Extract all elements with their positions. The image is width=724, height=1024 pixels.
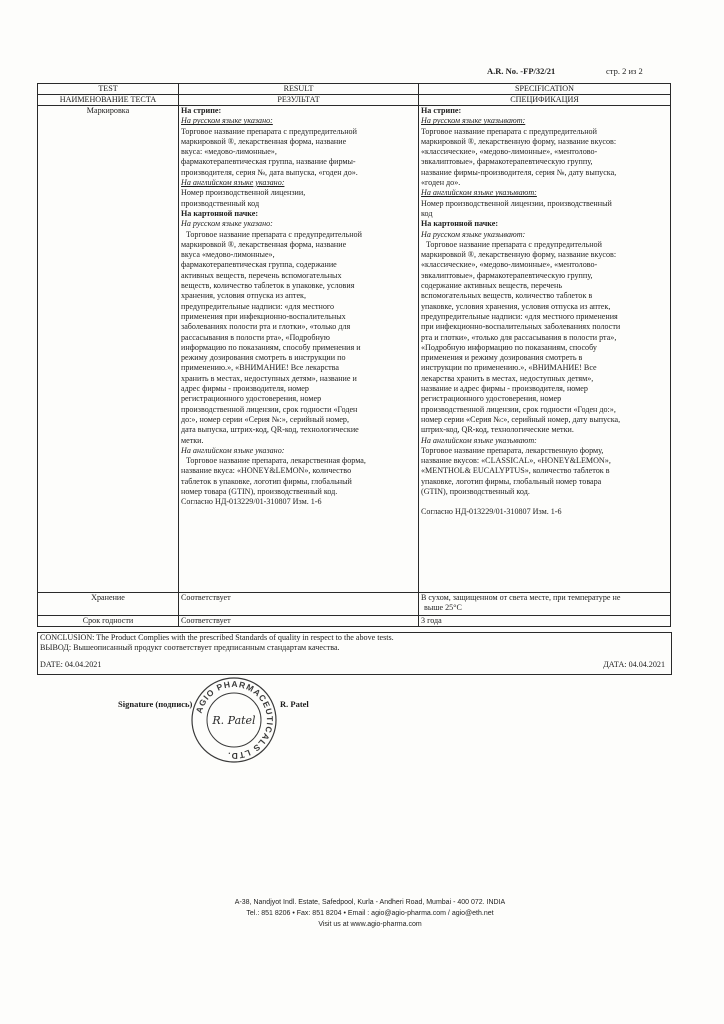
marking-spec-line: На картонной пачке: [421, 219, 499, 229]
marking-spec-line: Торговое название препарата с предупредительной [421, 126, 597, 136]
marking-spec-line [421, 497, 668, 507]
footer-web: Visit us at www.agio-pharma.com [318, 921, 422, 928]
signature-label: Signature (подпись) [118, 699, 193, 709]
marking-result-line: таблеток в упаковке, логотип фирмы, глобальный [181, 476, 352, 486]
marking-spec-line: На английском языке указывают: [421, 435, 537, 445]
marking-result-line: Торговое название препарата с предупредительной [186, 229, 362, 239]
marking-result-line: Согласно НД-013229/01-310807 Изм. 1-6 [181, 497, 322, 507]
col-test-ru: НАИМЕНОВАНИЕ ТЕСТА [38, 95, 179, 106]
marking-result-line: вкуса «медово-лимонные», [181, 250, 275, 260]
marking-spec-line: применения и режиму дозирования смотреть в [421, 353, 583, 363]
marking-spec-line: На стрипе: [421, 106, 462, 115]
marking-result-line: активных веществ, перечень вспомогательных [181, 270, 342, 280]
footer-contacts: Tel.: 851 8206 • Fax: 851 8204 • Email : agio@agio-pharma.com / agio@eth.net [246, 910, 494, 917]
marking-result-line: На русском языке указано: [181, 116, 273, 126]
storage-spec-line1: В сухом, защищенном от света месте, при температуре не [421, 593, 621, 602]
marking-spec-line: Торговое название препарата, лекарственную форму, [421, 445, 604, 455]
footer [190, 897, 550, 930]
marking-result-line: регистрационного удостоверения, номер [181, 394, 322, 404]
marking-spec-line: название вкусов: «CLASSICAL», «HONEY&LEMON», [421, 456, 611, 466]
signature-name: R. Patel [280, 699, 309, 709]
table-row-marking [38, 106, 671, 593]
header-ar-no: A.R. No. -FP/32/21 [487, 66, 556, 76]
company-stamp [190, 676, 278, 764]
col-spec-en: SPECIFICATION [419, 84, 671, 95]
storage-test-name: Хранение [38, 593, 179, 616]
storage-result: Соответствует [179, 593, 419, 616]
marking-spec-line: рта и глотки», «только для рассасывания в полости рта», [421, 332, 617, 342]
marking-spec-line: производственной лицензии, срок годности «Годен до:», [421, 404, 616, 414]
marking-result-line: производителя, серия №, дата выпуска, «годен до». [181, 167, 358, 177]
marking-result-line: режиму дозирования смотреть в инструкции по [181, 353, 346, 363]
marking-result-line: На английском языке указано: [181, 445, 285, 455]
marking-test-name: Маркировка [38, 106, 179, 593]
marking-spec-line: «классические», «медово-лимонные», «ментолово- [421, 147, 598, 157]
marking-result-line: На стрипе: [181, 106, 222, 115]
marking-result-line: информацию по показаниям, способу применения и [181, 342, 361, 352]
marking-spec-line: название фирмы-производителя, серия №, дату выпуска, [421, 167, 617, 177]
marking-spec-line: инструкции по применению.», «ВНИМАНИЕ! Все [421, 363, 597, 373]
marking-result-line: маркировкой ®, лекарственная форма, название [181, 239, 347, 249]
results-table [37, 83, 671, 627]
marking-result-line: рассасывания в полости рта», «Подробную [181, 332, 330, 342]
header-row-en [38, 84, 671, 95]
col-spec-ru: СПЕЦИФИКАЦИЯ [419, 95, 671, 106]
marking-result-line: производственный код [181, 198, 260, 208]
table-row-shelf-life [38, 616, 671, 627]
marking-spec-line: «годен до». [421, 178, 461, 188]
marking-spec-line: вспомогательных веществ, количество таблеток в [421, 291, 593, 301]
marking-result-line: хранения, условия отпуска из аптек, [181, 291, 306, 301]
marking-result-line: На картонной пачке: [181, 208, 259, 218]
conclusion-box [37, 632, 672, 675]
header-page: стр. 2 из 2 [606, 66, 643, 76]
storage-spec-line2: выше 25°С [424, 603, 462, 613]
marking-result-line: На английском языке указано: [181, 178, 285, 188]
marking-result-line: хранить в местах, недоступных детям», название и [181, 373, 357, 383]
marking-result-line: название вкуса: «HONEY&LEMON», количество [181, 466, 352, 476]
marking-result-line: вкуса: «медово-лимонные», [181, 147, 277, 157]
marking-spec-line: На русском языке указывают: [421, 116, 526, 126]
marking-spec-line: На русском языке указывают: [421, 229, 526, 239]
storage-spec [419, 593, 671, 616]
marking-result-line: номер товара (GTIN), производственный код. [181, 486, 338, 496]
marking-result-line: Номер производственной лицензии, [181, 188, 306, 198]
conclusion-ru: ВЫВОД: Вышеописанный продукт соответствует предписанным стандартам качества. [40, 643, 340, 653]
marking-spec-line: эвкалиптовые», фармакотерапевтическую группу, [421, 270, 593, 280]
marking-spec-line: предупредительные надписи: «для местного применения [421, 311, 618, 321]
marking-spec-line: «MENTHOL& EUCALYPTUS», количество таблеток в [421, 466, 610, 476]
marking-result-line: фармакотерапевтическая группа, название фирмы- [181, 157, 356, 167]
shelf-life-result: Соответствует [179, 616, 419, 627]
marking-result-line: Торговое название препарата, лекарственная форма, [186, 456, 366, 466]
marking-spec-line: На английском языке указывают: [421, 188, 537, 198]
marking-spec-line: упаковке, логотип фирмы, глобальный номер товара [421, 476, 602, 486]
marking-spec-line: регистрационного удостоверения, номер [421, 394, 562, 404]
marking-spec-line: содержание активных веществ, перечень [421, 281, 563, 291]
marking-result-line: маркировкой ®, лекарственная форма, название [181, 136, 347, 146]
marking-result-line: предупредительные надписи: «для местного [181, 301, 335, 311]
marking-spec-line: маркировкой ®, лекарственную форму, название вкусов: [421, 136, 617, 146]
stamp-ring-text: AGIO PHARMACEUTICALS LTD. [193, 678, 276, 762]
marking-spec-line: штрих-код, QR-код, технологические метки. [421, 425, 574, 435]
shelf-life-spec: 3 года [419, 616, 671, 627]
marking-spec-line: название и адрес фирмы - производителя, номер [421, 384, 588, 394]
marking-result-line: дата выпуска, штрих-код, QR-код, технологические [181, 425, 359, 435]
marking-result-line: Торговое название препарата с предупредительной [181, 126, 357, 136]
marking-spec-line: «Подробную информацию по показаниям, способу [421, 342, 597, 352]
marking-spec-line: Торговое название препарата с предупредительной [426, 239, 602, 249]
marking-result-line: фармакотерапевтическая группа, содержание [181, 260, 337, 270]
marking-result-line: веществ, количество таблеток в упаковке, условия [181, 281, 355, 291]
marking-spec-line: (GTIN), производственный код. [421, 486, 530, 496]
footer-address: A-38, Nandjyot Indl. Estate, Safedpool, Kurla - Andheri Road, Mumbai - 400 072. INDIA [234, 899, 506, 906]
header-row-ru [38, 95, 671, 106]
marking-spec-line: номер серии «Серия №:», серийный номер, дату выпуска, [421, 414, 621, 424]
col-result-en: RESULT [179, 84, 419, 95]
marking-result-line: метки. [181, 435, 204, 445]
marking-spec-line: при инфекционно-воспалительных заболеваниях полости [421, 322, 621, 332]
conclusion-date-en: DATE: 04.04.2021 [40, 660, 102, 669]
marking-spec-line: Согласно НД-013229/01-310807 Изм. 1-6 [421, 507, 562, 517]
marking-result-line: применению.», «ВНИМАНИЕ! Все лекарства [181, 363, 339, 373]
marking-spec-line: код [421, 208, 433, 218]
marking-spec-line: Номер производственной лицензии, производственный [421, 198, 612, 208]
marking-result-line: применения при инфекционно-воспалительных [181, 311, 346, 321]
marking-spec-line: лекарства хранить в местах, недоступных детям», [421, 373, 594, 383]
marking-spec-line: эвкалиптовые», фармакотерапевтическую группу, [421, 157, 593, 167]
marking-result-line: адрес фирмы - производителя, номер [181, 384, 309, 394]
col-result-ru: РЕЗУЛЬТАТ [179, 95, 419, 106]
conclusion-en: CONCLUSION: The Product Complies with the prescribed Standards of quality in respect to the above tests. [40, 633, 394, 642]
handwritten-signature: R. Patel [212, 714, 256, 727]
marking-result [179, 106, 419, 593]
marking-spec-line: маркировкой ®, лекарственную форму, название вкусов: [421, 250, 617, 260]
marking-spec-line: «классические», «медово-лимонные», «ментолово- [421, 260, 598, 270]
marking-result-line: заболеваниях полости рта и глотки», «только для [181, 322, 351, 332]
table-row-storage [38, 593, 671, 616]
conclusion-date-ru: ДАТА: 04.04.2021 [603, 660, 665, 669]
marking-spec [419, 106, 671, 593]
shelf-life-test-name: Срок годности [38, 616, 179, 627]
marking-result-line: до:», номер серии «Серия №:», серийный номер, [181, 414, 349, 424]
marking-spec-line: упаковке, условия хранения, условия отпуска из аптек, [421, 301, 611, 311]
marking-result-line: На русском языке указано: [181, 219, 273, 229]
col-test-en: TEST [38, 84, 179, 95]
marking-result-line: производственной лицензии, срок годности «Годен [181, 404, 358, 414]
